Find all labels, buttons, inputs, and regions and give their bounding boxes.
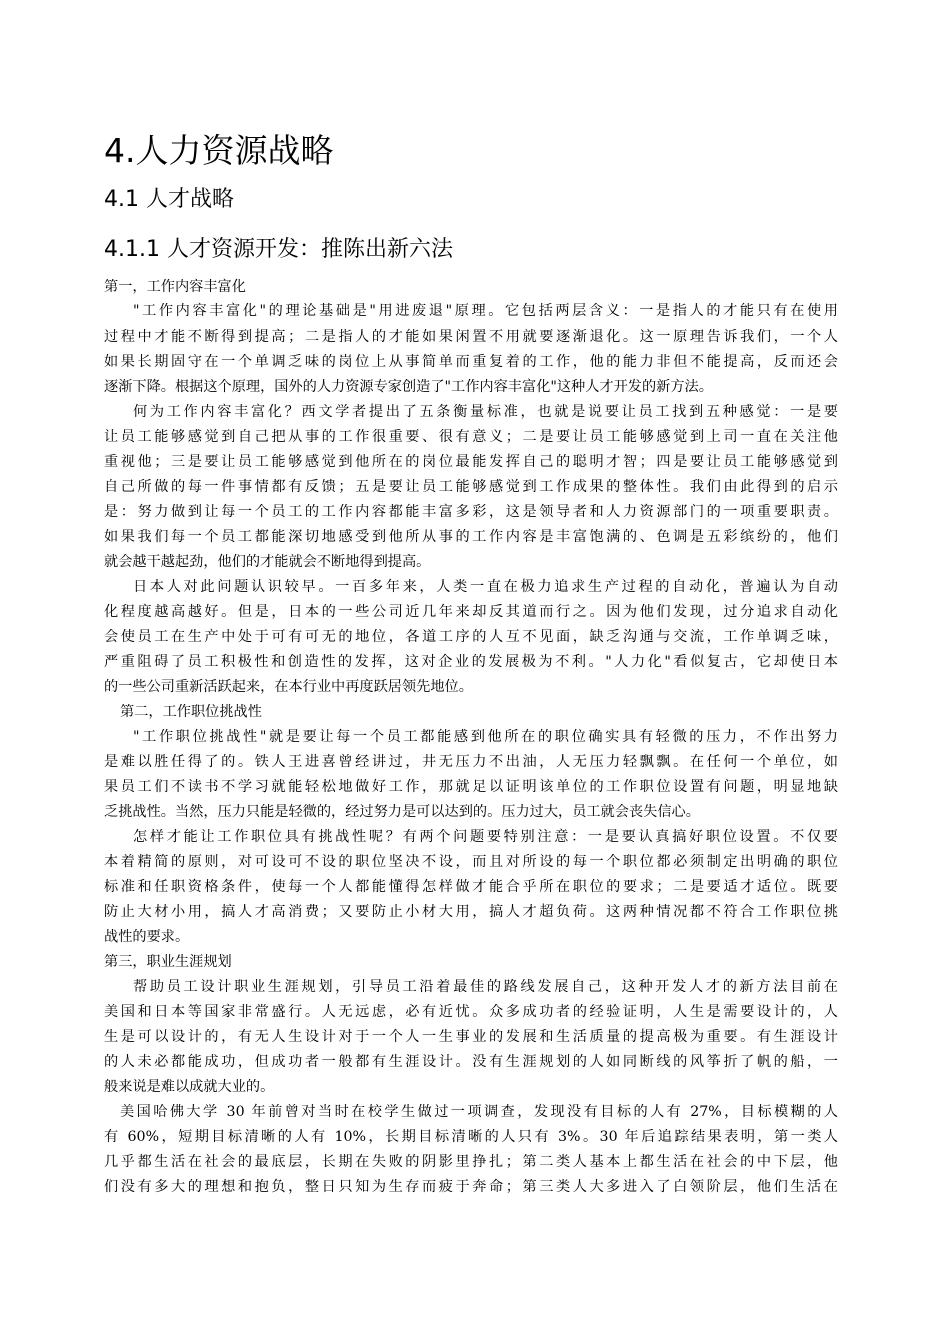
point-heading-2: 第二，工作职位挑战性 [120,704,262,720]
body-line: 美国哈佛大学 30 年前曾对当时在校学生做过一项调查，发现没有目标的人有 27%，目标模糊的人 [120,1104,838,1120]
body-line: 是：努力做到让每一个员工的工作内容都能丰富多彩，这是领导者和人力资源部门的一项重要职责。 [104,504,838,520]
body-line: 般来说是难以成就大业的。 [104,1079,275,1095]
subsection-title: 4.1.1 人才资源开发：推陈出新六法 [104,237,453,262]
point-heading-1: 第一，工作内容丰富化 [104,279,246,295]
chapter-title: 4.人力资源战略 [104,131,334,170]
body-line: 果员工们不读书不学习就能轻松地做好工作，那就足以证明该单位的工作职位设置有问题，明显地缺 [104,779,838,795]
body-line: 如果长期固守在一个单调乏味的岗位上从事简单而重复着的工作，他的能力非但不能提高，反而还会 [104,354,838,370]
body-line: 逐渐下降。根据这个原理，国外的人力资源专家创造了"工作内容丰富化"这种人才开发的新方法。 [104,379,713,395]
body-line: 标准和任职资格条件，使每一个人都能懂得怎样做才能合乎所在职位的要求；二是要适才适位。既要 [104,879,838,895]
body-line: "工作职位挑战性"就是要让每一个员工都能感到他所在的职位确实具有轻微的压力，不作出努力 [133,729,838,745]
body-line: 何为工作内容丰富化？西文学者提出了五条衡量标准，也就是说要让员工找到五种感觉：一是要 [133,404,838,420]
body-line: 重视他；三是要让员工能够感觉到他所在的岗位最能发挥自己的聪明才智；四是要让员工能够感觉到 [104,454,838,470]
body-line: 有 60%，短期目标清晰的人有 10%，长期目标清晰的人只有 3%。30 年后追踪结果表明，第一类人 [104,1129,838,1145]
body-line: 生是可以设计的，有无人生设计对于一个人一生事业的发展和生活质量的提高极为重要。有生涯设计 [104,1029,838,1045]
body-line: 是难以胜任得了的。铁人王进喜曾经讲过，井无压力不出油，人无压力轻飘飘。在任何一个单位，如 [104,754,838,770]
section-title: 4.1 人才战略 [104,187,234,212]
body-line: 日本人对此问题认识较早。一百多年来，人类一直在极力追求生产过程的自动化，普遍认为自动 [133,579,838,595]
body-line: 严重阻碍了员工积极性和创造性的发挥，这对企业的发展极为不利。"人力化"看似复古，它却使日本 [104,654,838,670]
body-line: 会使员工在生产中处于可有可无的地位，各道工序的人互不见面，缺乏沟通与交流，工作单调乏味， [104,629,838,645]
body-line: 几乎都生活在社会的最底层，长期在失败的阴影里挣扎；第二类人基本上都生活在社会的中下层，他 [104,1154,838,1170]
body-line: 防止大材小用，搞人才高消费；又要防止小材大用，搞人才超负荷。这两种情况都不符合工作职位挑 [104,904,838,920]
point-heading-3: 第三，职业生涯规划 [104,954,232,970]
body-line: "工作内容丰富化"的理论基础是"用进废退"原理。它包括两层含义：一是指人的才能只有在使用 [133,303,838,319]
body-line: 本着精简的原则，对可设可不设的职位坚决不设，而且对所设的每一个职位都必须制定出明确的职位 [104,854,838,870]
body-line: 乏挑战性。当然，压力只能是轻微的，经过努力是可以达到的。压力过大，员工就会丧失信心。 [104,804,700,820]
body-line: 怎样才能让工作职位具有挑战性呢？有两个问题要特别注意：一是要认真搞好职位设置。不仅要 [133,829,838,845]
body-line: 让员工能够感觉到自己把从事的工作很重要、很有意义；二是要让员工能够感觉到上司一直在关注他 [104,429,838,445]
body-line: 美国和日本等国家非常盛行。人无远虑，必有近忧。众多成功者的经验证明，人生是需要设计的，人 [104,1004,838,1020]
body-line: 就会越干越起劲，他们的才能就会不断地得到提高。 [104,554,431,570]
body-line: 过程中才能不断得到提高；二是指人的才能如果闲置不用就要逐渐退化。这一原理告诉我们，一个人 [104,329,838,345]
body-line: 自己所做的每一件事情都有反馈；五是要让员工能够感觉到工作成果的整体性。我们由此得到的启示 [104,479,838,495]
body-line: 战性的要求。 [104,929,190,945]
body-line: 们没有多大的理想和抱负，整日只知为生存而疲于奔命；第三类人大多进入了白领阶层，他们生活在 [104,1179,838,1195]
body-line: 帮助员工设计职业生涯规划，引导员工沿着最佳的路线发展自己，这种开发人才的新方法目前在 [133,979,838,995]
body-line: 化程度越高越好。但是，日本的一些公司近几年来却反其道而行之。因为他们发现，过分追求自动化 [104,604,838,620]
body-line: 如果我们每一个员工都能深切地感受到他所从事的工作内容是丰富饱满的、色调是五彩缤纷的，他们 [104,529,838,545]
body-line: 的人未必都能成功，但成功者一般都有生涯设计。没有生涯规划的人如同断线的风筝折了帆的船，一 [104,1054,838,1070]
body-line: 的一些公司重新活跃起来，在本行业中再度跃居领先地位。 [104,679,473,695]
